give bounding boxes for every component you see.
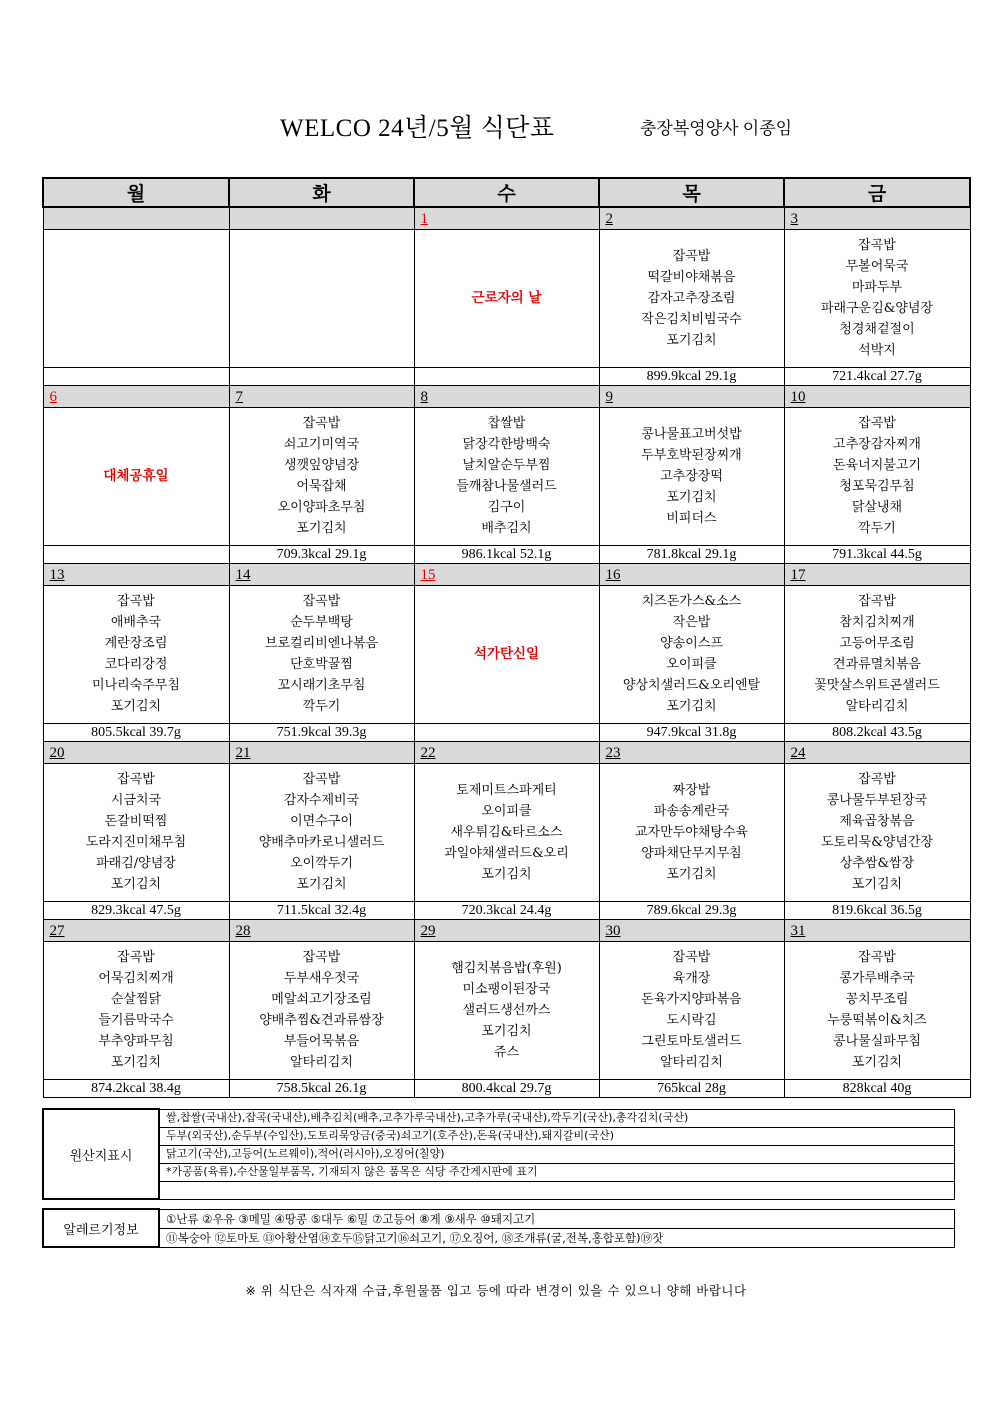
menu-cell: [229, 763, 414, 901]
date-cell: [784, 385, 970, 407]
weekday-header: 금: [784, 178, 970, 207]
menu-cell: [414, 941, 599, 1079]
menu-item: 깍두기: [302, 699, 341, 714]
calorie-protein-value: 829.3kcal 47.5g: [43, 901, 229, 919]
menu-cell: [229, 941, 414, 1079]
date-cell: [414, 563, 599, 585]
dietitian-name: 충장복영양사 이종임: [640, 119, 793, 138]
menu-item: 생깻잎양념장: [283, 458, 360, 473]
menu-item: 닭장각한방백숙: [462, 437, 551, 452]
date-number: 22: [420, 744, 436, 761]
calorie-protein-value: 765kcal 28g: [599, 1079, 784, 1097]
menu-item: 상추쌈&쌈장: [839, 856, 915, 871]
origin-row: [43, 1181, 955, 1199]
menu-item: 꽃맛살스위트콘샐러드: [814, 678, 940, 693]
origin-row: [43, 1127, 955, 1145]
menu-item: 포기김치: [666, 866, 717, 882]
date-number: 31: [790, 922, 806, 939]
date-cell: [599, 741, 784, 763]
menu-cell: [599, 229, 784, 367]
menu-item: 두부새우젓국: [283, 971, 360, 986]
date-number: 23: [605, 744, 621, 761]
allergy-row: [43, 1209, 955, 1228]
calorie-protein-value: 709.3kcal 29.1g: [229, 545, 414, 563]
menu-cell: [784, 407, 970, 545]
nutrition-row: [43, 545, 970, 563]
calorie-protein-value: [414, 367, 599, 385]
calorie-protein-value: 947.9kcal 31.8g: [599, 723, 784, 741]
calorie-protein-value: 800.4kcal 29.7g: [414, 1079, 599, 1097]
date-number: 9: [605, 388, 613, 405]
menu-item: 도토리묵&양념간장: [820, 835, 934, 850]
date-row: [43, 563, 970, 585]
date-number: 10: [790, 388, 806, 405]
menu-row: [43, 941, 970, 1079]
calorie-protein-value: [43, 367, 229, 385]
menu-item: 이면수구이: [290, 814, 353, 829]
menu-item: 잡곡밥: [858, 238, 896, 253]
menu-item: 고등어무조림: [839, 636, 915, 651]
menu-cell: [784, 585, 970, 723]
menu-item: 햄김치볶음밥(후원): [451, 960, 562, 976]
menu-item: 어묵잡채: [296, 479, 347, 494]
holiday-cell: [43, 407, 229, 545]
calorie-protein-value: 721.4kcal 27.7g: [784, 367, 970, 385]
calorie-protein-value: 720.3kcal 24.4g: [414, 901, 599, 919]
menu-item: 파송송계란국: [653, 803, 730, 819]
menu-item: 오이깍두기: [290, 856, 353, 871]
menu-item: 제육곱창볶음: [839, 814, 915, 829]
menu-cell: [784, 941, 970, 1079]
menu-item: 순살찜닭: [110, 992, 162, 1007]
menu-item: 오이피클: [666, 657, 717, 672]
menu-item: 부추양파무침: [98, 1034, 174, 1049]
menu-cell: [414, 763, 599, 901]
date-cell: [229, 563, 414, 585]
origin-row: [43, 1163, 955, 1181]
menu-item: 잡곡밥: [672, 248, 711, 264]
menu-item: 부들어묵볶음: [283, 1034, 360, 1049]
date-cell: [784, 563, 970, 585]
menu-item: 콩나물표고버섯밥: [641, 426, 742, 442]
holiday-name: 대체공휴일: [103, 467, 169, 484]
date-row: [43, 919, 970, 941]
weekday-header: 월: [43, 178, 229, 207]
menu-cell: [599, 407, 784, 545]
menu-item: 짜장밥: [672, 782, 711, 798]
menu-item: 닭살냉채: [851, 500, 903, 515]
menu-item: 포기김치: [666, 699, 717, 714]
menu-item: 도시락김: [666, 1013, 717, 1028]
menu-item: 청포묵김무침: [839, 479, 915, 494]
calorie-protein-value: 751.9kcal 39.3g: [229, 723, 414, 741]
date-number: 24: [790, 744, 806, 761]
menu-cell: [414, 407, 599, 545]
date-cell: [43, 741, 229, 763]
calorie-protein-value: 805.5kcal 39.7g: [43, 723, 229, 741]
menu-item: 고추장장떡: [660, 468, 723, 484]
menu-item: 도라지진미채무침: [85, 835, 187, 850]
origin-line: 쌀,찹쌀(국내산),잡곡(국내산),배추김치(배추,고추가루국내산),고추가루(국내산),깍두기(국산),총각김치(국산): [159, 1109, 955, 1127]
menu-item: 들기름막국수: [98, 1013, 174, 1028]
menu-row: [43, 229, 970, 367]
menu-item: 잡곡밥: [117, 594, 155, 609]
menu-item: 포기김치: [481, 1023, 532, 1039]
weekday-header: 수: [414, 178, 599, 207]
date-cell: [599, 207, 784, 229]
date-cell: [414, 207, 599, 229]
menu-item: 샐러드생선까스: [462, 1002, 551, 1018]
allergy-line: ①난류 ②우유 ③메밀 ④땅콩 ⑤대두 ⑥밀 ⑦고등어 ⑧게 ⑨새우 ⑩돼지고기: [159, 1209, 955, 1228]
menu-item: 찹쌀밥: [487, 416, 526, 431]
menu-cell: [43, 229, 229, 367]
menu-row: [43, 407, 970, 545]
date-number: 28: [235, 922, 251, 939]
date-number: 6: [49, 388, 57, 405]
date-row: [43, 741, 970, 763]
menu-item: 파래김/양념장: [96, 856, 176, 871]
menu-item: 꼬시래기초무침: [277, 678, 366, 693]
menu-item: 알타리김치: [845, 699, 909, 714]
menu-cell: [599, 585, 784, 723]
origin-line: *가공품(육류),수산물일부품목, 기재되지 않은 품목은 식당 주간게시판에 표기: [159, 1163, 955, 1181]
menu-item: 배추김치: [481, 521, 532, 536]
menu-item: 돈육가지양파볶음: [641, 992, 742, 1007]
menu-item: 잡곡밥: [302, 416, 341, 431]
date-cell: [229, 919, 414, 941]
origin-row: [43, 1145, 955, 1163]
menu-item: 쥬스: [493, 1044, 520, 1060]
menu-item: 누룽떡볶이&치즈: [827, 1013, 927, 1028]
holiday-name: 근로자의 날: [471, 289, 542, 306]
menu-item: 콩나물두부된장국: [826, 793, 928, 808]
date-cell: [599, 385, 784, 407]
date-number: 1: [420, 210, 428, 227]
menu-item: 브로컬리비엔나볶음: [264, 636, 379, 651]
date-cell: [43, 563, 229, 585]
date-cell: [229, 207, 414, 229]
menu-item: 고추장감자찌개: [833, 437, 921, 452]
calorie-protein-value: [414, 723, 599, 741]
date-cell: [599, 563, 784, 585]
calorie-protein-value: [43, 545, 229, 563]
calorie-protein-value: 781.8kcal 29.1g: [599, 545, 784, 563]
menu-item: 새우튀김&타르소스: [450, 824, 563, 840]
date-number: 27: [49, 922, 65, 939]
menu-item: 돈갈비떡찜: [104, 814, 168, 829]
menu-item: 포기김치: [666, 489, 717, 505]
origin-info-table: [42, 1108, 955, 1200]
menu-item: 작은김치비빔국수: [641, 311, 742, 327]
menu-item: 잡곡밥: [302, 594, 341, 609]
date-cell: [229, 385, 414, 407]
calorie-protein-value: 808.2kcal 43.5g: [784, 723, 970, 741]
date-row: [43, 385, 970, 407]
menu-item: 어묵김치찌개: [98, 971, 174, 986]
menu-item: 석박지: [858, 343, 896, 358]
origin-line: 닭고기(국산),고등어(노르웨이),적어(러시아),오징어(칠양): [159, 1145, 955, 1163]
allergy-info-table: [42, 1208, 955, 1248]
meal-calendar-table: [42, 177, 971, 1098]
menu-item: 감자고추장조림: [647, 290, 736, 306]
date-cell: [784, 741, 970, 763]
menu-item: 깍두기: [858, 521, 896, 536]
menu-cell: [43, 763, 229, 901]
date-cell: [784, 919, 970, 941]
date-cell: [599, 919, 784, 941]
menu-item: 포기김치: [481, 866, 532, 882]
menu-item: 과일야채샐러드&오리: [444, 845, 569, 861]
menu-item: 양배추마카로니샐러드: [258, 835, 385, 850]
origin-line: [159, 1181, 955, 1199]
calorie-protein-value: 758.5kcal 26.1g: [229, 1079, 414, 1097]
date-number: 2: [605, 210, 613, 227]
menu-item: 견과류멸치볶음: [833, 657, 921, 672]
allergy-line: ⑪복숭아 ⑫토마토 ⑬아황산염⑭호두⑮닭고기⑯쇠고기, ⑰오징어, ⑱조개류(굴,전복,홍합포함)⑲잣: [159, 1228, 955, 1247]
menu-item: 포기김치: [851, 877, 903, 892]
date-number: 17: [790, 566, 806, 583]
date-cell: [43, 385, 229, 407]
allergy-label: 알레르기정보: [43, 1209, 159, 1247]
date-cell: [43, 919, 229, 941]
calorie-protein-value: 819.6kcal 36.5g: [784, 901, 970, 919]
calorie-protein-value: 791.3kcal 44.5g: [784, 545, 970, 563]
menu-item: 미나리숙주무침: [92, 678, 180, 693]
menu-cell: [229, 407, 414, 545]
menu-row: [43, 763, 970, 901]
weekday-header-row: [43, 178, 970, 207]
menu-item: 알타리김치: [660, 1055, 723, 1070]
menu-item: 잡곡밥: [858, 950, 896, 965]
menu-item: 파래구운김&양념장: [820, 301, 934, 316]
menu-item: 포기김치: [296, 877, 347, 892]
menu-cell: [599, 763, 784, 901]
menu-item: 오이양파초무침: [277, 500, 366, 515]
date-row: [43, 207, 970, 229]
menu-item: 교자만두야채탕수육: [634, 824, 749, 840]
menu-item: 마파두부: [851, 280, 903, 295]
date-number: 29: [420, 922, 436, 939]
menu-item: 양상치샐러드&오리엔탈: [622, 678, 761, 693]
nutrition-row: [43, 367, 970, 385]
menu-item: 들깨참나물샐러드: [456, 479, 557, 494]
menu-item: 알타리김치: [290, 1055, 353, 1070]
weekday-header: 목: [599, 178, 784, 207]
menu-cell: [784, 763, 970, 901]
nutrition-row: [43, 723, 970, 741]
menu-item: 양배추찜&견과류쌈장: [259, 1013, 384, 1028]
date-cell: [414, 919, 599, 941]
origin-line: 두부(외국산),순두부(수입산),도토리묵앙금(중국)쇠고기(호주산),돈육(국내산),돼지갈비(국산): [159, 1127, 955, 1145]
date-cell: [784, 207, 970, 229]
date-cell: [229, 741, 414, 763]
menu-item: 단호박꿀찜: [290, 657, 353, 672]
menu-item: 콩나물실파무침: [833, 1034, 921, 1049]
holiday-cell: [414, 585, 599, 723]
menu-item: 잡곡밥: [302, 950, 341, 965]
allergy-row: [43, 1228, 955, 1247]
menu-item: 잡곡밥: [858, 594, 896, 609]
menu-item: 포기김치: [296, 521, 347, 536]
menu-cell: [43, 941, 229, 1079]
menu-item: 순두부백탕: [290, 615, 353, 630]
meal-calendar-body: [43, 207, 970, 1097]
date-number: 21: [235, 744, 251, 761]
origin-label: 원산지표시: [43, 1109, 159, 1199]
menu-item: 포기김치: [110, 877, 162, 892]
menu-item: 잡곡밥: [117, 772, 155, 787]
menu-item: 그린토마토샐러드: [641, 1034, 742, 1049]
menu-item: 코다리강정: [104, 657, 168, 672]
date-cell: [414, 741, 599, 763]
calorie-protein-value: 986.1kcal 52.1g: [414, 545, 599, 563]
menu-item: 포기김치: [666, 332, 717, 348]
calorie-protein-value: 899.9kcal 29.1g: [599, 367, 784, 385]
menu-item: 양송이스프: [660, 636, 723, 651]
menu-item: 양파채단무지무침: [641, 845, 742, 861]
menu-item: 메알쇠고기장조림: [271, 992, 372, 1007]
page-header: [0, 104, 992, 144]
menu-item: 청경채겉절이: [839, 322, 915, 337]
menu-item: 김구이: [487, 500, 526, 515]
menu-item: 잡곡밥: [858, 772, 896, 787]
date-number: 8: [420, 388, 428, 405]
calorie-protein-value: 789.6kcal 29.3g: [599, 901, 784, 919]
calorie-protein-value: 874.2kcal 38.4g: [43, 1079, 229, 1097]
menu-item: 오이피클: [481, 803, 532, 819]
date-number: 13: [49, 566, 65, 583]
menu-item: 육개장: [672, 971, 711, 986]
menu-item: 감자수제비국: [283, 793, 360, 808]
menu-row: [43, 585, 970, 723]
menu-item: 참치김치찌개: [839, 615, 915, 630]
menu-item: 날치알순두부찜: [462, 458, 551, 473]
date-number: 14: [235, 566, 251, 583]
menu-item: 비피더스: [666, 510, 717, 526]
menu-cell: [43, 585, 229, 723]
date-cell: [43, 207, 229, 229]
menu-item: 계란장조림: [104, 636, 168, 651]
menu-item: 잡곡밥: [117, 950, 155, 965]
menu-item: 포기김치: [110, 1055, 162, 1070]
menu-cell: [229, 585, 414, 723]
calorie-protein-value: 711.5kcal 32.4g: [229, 901, 414, 919]
holiday-cell: [414, 229, 599, 367]
nutrition-row: [43, 1079, 970, 1097]
menu-item: 작은밥: [672, 615, 711, 630]
menu-item: 두부호박된장찌개: [641, 447, 742, 463]
date-number: 15: [420, 566, 436, 583]
calorie-protein-value: [229, 367, 414, 385]
date-number: 30: [605, 922, 621, 939]
menu-item: 포기김치: [851, 1055, 903, 1070]
menu-item: 쇠고기미역국: [283, 437, 360, 452]
menu-item: 잡곡밥: [302, 772, 341, 787]
date-number: 16: [605, 566, 621, 583]
menu-item: 치즈돈가스&소스: [641, 594, 742, 609]
footer-notice: ※ 위 식단은 식자재 수급,후원물품 입고 등에 따라 변경이 있을 수 있으니 양해 바랍니다: [245, 1283, 747, 1298]
date-number: 7: [235, 388, 243, 405]
menu-item: 무볼어묵국: [845, 259, 909, 274]
menu-cell: [229, 229, 414, 367]
date-number: 20: [49, 744, 65, 761]
menu-item: 떡갈비야채볶음: [647, 269, 736, 285]
menu-cell: [599, 941, 784, 1079]
date-cell: [414, 385, 599, 407]
holiday-name: 석가탄신일: [473, 645, 540, 662]
menu-item: 토제미트스파게티: [456, 782, 557, 798]
menu-item: 시금치국: [110, 793, 162, 808]
weekday-header: 화: [229, 178, 414, 207]
page-title: WELCO 24년/5월 식단표: [280, 115, 555, 142]
menu-item: 미소팽이된장국: [462, 981, 551, 997]
menu-item: 잡곡밥: [672, 950, 711, 965]
date-number: 3: [790, 210, 798, 227]
menu-item: 포기김치: [110, 699, 162, 714]
menu-item: 애배추국: [110, 615, 162, 630]
menu-item: 돈육너지불고기: [833, 458, 921, 473]
calorie-protein-value: 828kcal 40g: [784, 1079, 970, 1097]
menu-item: 꽁치무조림: [845, 992, 909, 1007]
menu-item: 잡곡밥: [858, 416, 896, 431]
menu-item: 콩가루배추국: [839, 971, 915, 986]
origin-row: [43, 1109, 955, 1127]
nutrition-row: [43, 901, 970, 919]
menu-cell: [784, 229, 970, 367]
